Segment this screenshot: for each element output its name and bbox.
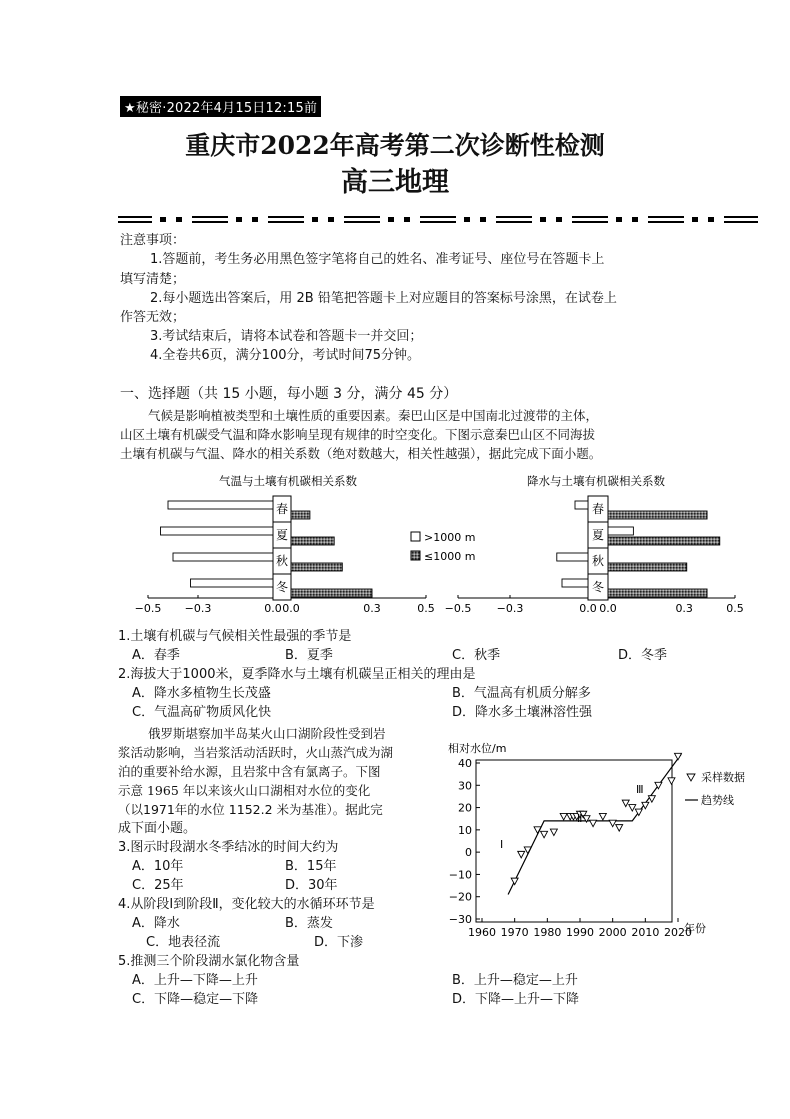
passage-line: 山区土壤有机碳受气温和降水影响呈现有规律的时空变化。下图示意秦巴山区不同海拔	[120, 427, 596, 442]
y-axis-label: 相对水位/m	[448, 742, 507, 755]
x-tick-label: 0.0	[282, 602, 300, 615]
legend-swatch-below-1000	[411, 551, 420, 560]
passage-line: 浆活动影响，当岩浆活动活跃时，火山蒸汽成为湖	[118, 745, 394, 760]
bar-below-1000m	[291, 563, 342, 571]
chart-title: 气温与土壤有机碳相关系数	[219, 474, 357, 488]
q5-option-b: B．上升—稳定—上升	[452, 973, 578, 988]
y-tick-label: 40	[458, 757, 472, 770]
passage-line: 示意 1965 年以来该火山口湖相对水位的变化	[118, 783, 371, 798]
season-label: 冬	[275, 580, 289, 594]
bar-above-1000m	[557, 553, 588, 561]
q1-option-d: D．冬季	[618, 648, 668, 663]
q1-option-c: C．秋季	[452, 648, 501, 663]
bar-below-1000m	[608, 511, 707, 519]
sample-point	[668, 778, 675, 785]
season-label: 夏	[591, 528, 605, 542]
legend-label: >1000 m	[424, 531, 476, 544]
stage-label-3: Ⅲ	[636, 783, 644, 796]
sample-point	[648, 796, 655, 803]
x-tick-label: 0.0	[579, 602, 597, 615]
x-tick-label: 2020	[664, 926, 692, 939]
passage-line: 气候是影响植被类型和土壤性质的重要因素。秦巴山区是中国南北过渡带的主体，	[148, 408, 599, 423]
season-label: 春	[275, 502, 289, 516]
bar-below-1000m	[608, 589, 707, 597]
x-tick-label: 1990	[566, 926, 594, 939]
y-tick-label: −30	[448, 913, 472, 926]
season-label: 春	[591, 502, 605, 516]
passage-line: 成下面小题。	[118, 821, 197, 836]
confidential-stamp: ★秘密·2022年4月15日12:15前	[120, 96, 321, 117]
season-label: 秋	[591, 554, 605, 568]
question-2-stem: 2.海拔大于1000米，夏季降水与土壤有机碳呈正相关的理由是	[118, 667, 476, 682]
q4-option-d: D．下渗	[314, 935, 364, 950]
x-tick-label: −0.3	[184, 602, 212, 615]
x-tick-label: 0.3	[363, 602, 381, 615]
q4-option-b: B．蒸发	[285, 916, 333, 931]
sample-point	[511, 878, 518, 885]
note-item: 1.答题前，考生务必用黑色签字笔将自己的姓名、准考证号、座位号在答题卡上	[150, 252, 605, 267]
chart-title: 降水与土壤有机碳相关系数	[527, 474, 665, 488]
question-1-stem: 1.土壤有机碳与气候相关性最强的季节是	[118, 629, 352, 644]
x-tick-label: −0.5	[134, 602, 162, 615]
q3-option-a: A．10年	[132, 859, 184, 874]
passage-line: （以1971年的水位 1152.2 米为基准）。据此完	[118, 802, 383, 817]
x-tick-label: 1980	[533, 926, 562, 939]
x-tick-label: 0.0	[264, 602, 282, 615]
sample-point	[560, 813, 567, 820]
season-label: 冬	[591, 580, 605, 594]
sample-point	[622, 800, 629, 807]
stage-label-1: Ⅰ	[500, 838, 504, 851]
q4-option-a: A．降水	[132, 916, 180, 931]
x-tick-label: 0.5	[726, 602, 744, 615]
note-item: 3.考试结束后，请将本试卷和答题卡一并交回；	[150, 329, 423, 344]
exam-title: 重庆市2022年高考第二次诊断性检测	[185, 131, 605, 160]
q2-option-c: C．气温高矿物质风化快	[132, 705, 272, 720]
bar-below-1000m	[291, 511, 310, 519]
sample-point	[675, 753, 682, 760]
q2-option-d: D．降水多土壤淋溶性强	[452, 705, 593, 720]
sample-point	[616, 825, 623, 832]
bar-below-1000m	[608, 537, 720, 545]
sample-point	[550, 829, 557, 836]
sample-point	[590, 820, 597, 827]
q3-option-b: B．15年	[285, 859, 337, 874]
seal-line-divider	[118, 213, 762, 227]
legend-label: ≤1000 m	[424, 550, 476, 563]
sample-point	[518, 851, 525, 858]
x-tick-label: −0.3	[496, 602, 524, 615]
y-tick-label: 0	[465, 846, 472, 860]
passage-line: 土壤有机碳与气温、降水的相关系数（绝对数越大，相关性越强），据此完成下面小题。	[120, 446, 602, 461]
q3-option-d: D．30年	[285, 878, 338, 893]
season-label: 秋	[275, 554, 289, 568]
legend-swatch-above-1000	[411, 532, 420, 541]
question-4-stem: 4.从阶段Ⅰ到阶段Ⅱ，变化较大的水循环环节是	[118, 897, 375, 912]
x-tick-label: 2000	[598, 926, 627, 939]
correlation-charts	[118, 468, 758, 618]
y-tick-label: 20	[458, 801, 472, 815]
q5-option-c: C．下降—稳定—下降	[132, 992, 259, 1007]
q5-option-d: D．下降—上升—下降	[452, 992, 580, 1007]
sample-point	[609, 820, 616, 827]
sample-point	[599, 813, 606, 820]
passage-line: 俄罗斯堪察加半岛某火山口湖阶段性受到岩	[148, 726, 386, 741]
bar-above-1000m	[575, 501, 588, 509]
q2-option-a: A．降水多植物生长茂盛	[132, 686, 271, 701]
season-label: 夏	[275, 528, 289, 542]
note-item: 4.全卷共6页，满分100分，考试时间75分钟。	[150, 348, 421, 363]
y-tick-label: −10	[448, 868, 472, 882]
bar-below-1000m	[291, 537, 334, 545]
q5-option-a: A．上升—下降—上升	[132, 973, 258, 988]
stage-label-2: Ⅱ	[577, 812, 583, 825]
x-tick-label: 0.3	[675, 602, 693, 615]
legend-marker-samples	[687, 774, 695, 781]
x-tick-label: 1960	[468, 926, 496, 939]
notes-heading: 注意事项：	[120, 233, 186, 248]
x-tick-label: 2010	[631, 926, 660, 939]
question-5-stem: 5.推测三个阶段湖水氯化物含量	[118, 954, 300, 969]
legend-label: 采样数据	[701, 771, 745, 784]
q1-option-b: B．夏季	[285, 648, 333, 663]
q2-option-b: B．气温高有机质分解多	[452, 686, 591, 701]
note-item: 2.每小题选出答案后，用 2B 铅笔把答题卡上对应题目的答案标号涂黑，在试卷上	[150, 291, 617, 306]
bar-below-1000m	[291, 589, 372, 597]
bar-below-1000m	[608, 563, 687, 571]
x-tick-label: −0.5	[444, 602, 472, 615]
exam-subject: 高三地理	[341, 167, 449, 198]
legend-label: 趋势线	[701, 794, 734, 807]
q3-option-c: C．25年	[132, 878, 184, 893]
y-tick-label: 30	[458, 779, 472, 793]
q4-option-c: C．地表径流	[146, 935, 221, 950]
note-item: 填写清楚；	[120, 272, 186, 287]
y-tick-label: −20	[448, 890, 472, 904]
sample-point	[629, 805, 636, 812]
x-tick-label: 0.0	[599, 602, 617, 615]
question-3-stem: 3.图示时段湖水冬季结冰的时间大约为	[118, 840, 339, 855]
q1-option-a: A．春季	[132, 648, 180, 663]
note-item: 作答无效；	[120, 310, 186, 325]
water-level-chart	[440, 740, 760, 940]
section-heading: 一、选择题（共 15 小题，每小题 3 分，满分 45 分）	[120, 386, 458, 402]
bar-above-1000m	[173, 553, 273, 561]
bar-above-1000m	[161, 527, 274, 535]
bar-above-1000m	[191, 579, 274, 587]
passage-line: 泊的重要补给水源，且岩浆中含有氯离子。下图	[118, 764, 381, 779]
bar-above-1000m	[608, 527, 633, 535]
bar-above-1000m	[562, 579, 588, 587]
x-tick-label: 1970	[500, 926, 529, 939]
y-tick-label: 10	[458, 823, 472, 837]
bar-above-1000m	[168, 501, 273, 509]
x-axis-label: 年份	[684, 922, 706, 935]
sample-point	[541, 831, 548, 838]
x-tick-label: 0.5	[417, 602, 435, 615]
